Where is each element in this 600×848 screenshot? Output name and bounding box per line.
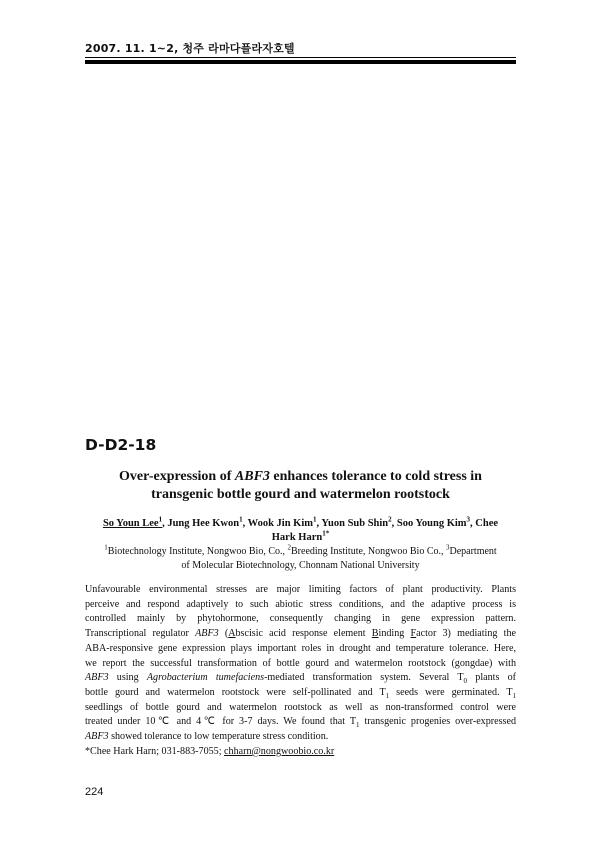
abstract-body <box>85 583 516 759</box>
page-number: 224 <box>85 786 104 798</box>
abstract-line: perceive and respond adaptively to such abiotic stress conditions, and the adaptive process is <box>85 598 516 610</box>
paper-title <box>85 468 516 504</box>
abstract-line: Transcriptional regulator ABF3 (Abscisic acid response element Binding Factor 3) mediating the <box>85 628 516 640</box>
title-text: Over-expression of <box>119 469 235 484</box>
author-name: Hark Harn$^{1*}$ <box>271 529 330 543</box>
abstract-line: Unfavourable environmental stresses are major limiting factors of plant productivity. Plants <box>85 584 516 595</box>
abstract-line: treated under 10℃ and 4℃ for 3-7 days. We found that $T_1$ transgenic progenies over-expressed <box>85 716 516 730</box>
title-text: enhances tolerance to cold stress in <box>269 469 482 484</box>
header-rule-thin <box>85 57 516 58</box>
title-gene: ABF3 <box>234 469 270 484</box>
author-list: So Youn Lee$^1$, Jung Hee Kwon$^1$, Wook Jin Kim$^1$, Yuon Sub Shin$^2$, Soo Young Kim$^3$, Chee Hark Harn$^{1*}$ <box>102 515 499 543</box>
author-name: Yuon Sub Shin$^2$ <box>321 515 392 529</box>
abstract-line: controlled mainly by phytohormone, consequently changing in gene expression pattern. <box>85 613 516 625</box>
abstract-line: we report the successful transformation of bottle gourd and watermelon rootstock (gongdae) with <box>85 657 516 669</box>
abstract-code: D-D2-18 <box>85 436 157 454</box>
author-name: Jung Hee Kwon$^1$ <box>167 515 243 529</box>
abstract-line: ABA-responsive gene expression plays important roles in drought and temperature tolerance. Here, <box>85 642 516 654</box>
conference-header: 2007. 11. 1~2, 청주 라마다플라자호텔 <box>85 42 295 55</box>
affiliations: $^1$Biotechnology Institute, Nongwoo Bio, Co., $^2$Breeding Institute, Nongwoo Bio Co., $^3$Department of Molecular Biotechnology, Chonnam National University <box>104 543 497 571</box>
header-rule-thick <box>85 60 516 64</box>
abstract-line: seedlings of bottle gourd and watermelon rootstock as well as non-transformed control were <box>85 701 516 713</box>
title-line2: transgenic bottle gourd and watermelon rootstock <box>151 487 450 502</box>
abstract-line: bottle gourd and watermelon rootstock were self-pollinated and $T_1$ seeds were germinated. $T_1$ <box>85 686 516 700</box>
abstract-line: ABF3 using Agrobacterium tumefaciens-mediated transformation system. Several $T_0$ plants of <box>85 672 517 686</box>
contact-line: *Chee Hark Harn; 031-883-7055; chharn@nongwoobio.co.kr <box>85 745 335 757</box>
author-name: Chee <box>475 518 499 529</box>
author-name: So Youn Lee$^1$ <box>102 515 163 529</box>
author-name: Wook Jin Kim$^1$ <box>247 515 317 529</box>
author-name: Soo Young Kim$^3$ <box>396 515 471 529</box>
abstract-line: ABF3 showed tolerance to low temperature stress condition. <box>85 731 329 743</box>
email-link[interactable]: chharn@nongwoobio.co.kr <box>224 745 335 757</box>
